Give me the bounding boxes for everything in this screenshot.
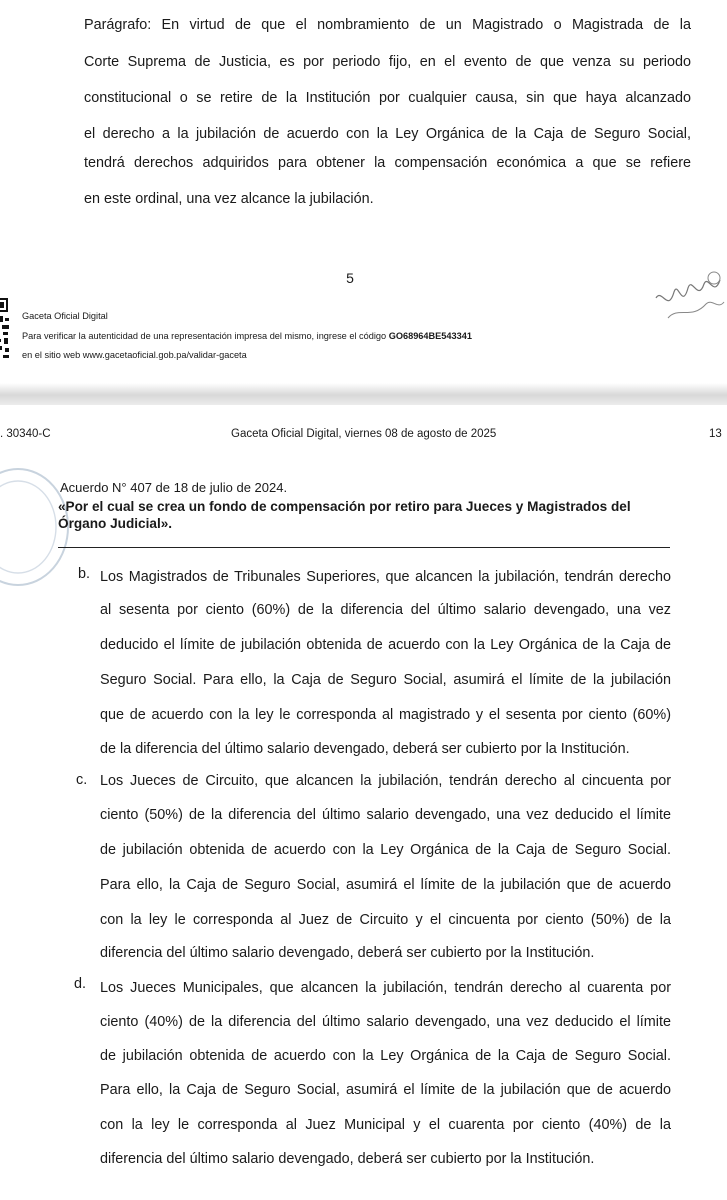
footer-site: en el sitio web www.gacetaoficial.gob.pa/validar-gaceta [22,350,247,360]
list-item-line: deducido el límite de jubilación obtenida de acuerdo con la Ley Orgánica de la Caja de [100,637,671,653]
footer-verify-text [22,330,472,342]
list-item-line: Para ello, la Caja de Seguro Social, asumirá el límite de la jubilación que de acuerdo [100,877,671,893]
list-item-line: de jubilación obtenida de acuerdo con la Ley Orgánica de la Caja de Seguro Social. [100,1048,671,1064]
list-item-line: ciento (50%) de la diferencia del último salario devengado, una vez deducido el límite [100,807,671,823]
paragraph-line: Parágrafo: En virtud de que el nombramiento de un Magistrado o Magistrada de la [84,17,691,33]
list-item-line: de jubilación obtenida de acuerdo con la Ley Orgánica de la Caja de Seguro Social. [100,842,671,858]
list-item-line: Los Jueces Municipales, que alcancen la jubilación, tendrán derecho al cuarenta por [100,980,671,996]
list-item-line: con la ley le corresponda al Juez Municipal y el cuarenta por ciento (40%) de la [100,1117,671,1133]
list-item-line: con la ley le corresponda al Juez de Circuito y el cincuenta por ciento (50%) de la [100,912,671,928]
gazette-number: . 30340-C [0,428,51,440]
list-item-letter: d. [74,976,87,992]
header-divider [58,547,670,548]
list-item-line: de la diferencia del último salario devengado, deberá ser cubierto por la Institución. [100,741,630,757]
signature-scribble-icon [648,258,727,328]
page-number: 5 [346,270,354,286]
qr-code-icon [0,298,10,360]
list-item-letter: c. [76,772,88,788]
paragraph-line: en este ordinal, una vez alcance la jubilación. [84,191,374,207]
gazette-header-title: Gaceta Oficial Digital, viernes 08 de agosto de 2025 [231,428,497,440]
list-item-line: Los Jueces de Circuito, que alcancen la jubilación, tendrán derecho al cincuenta por [100,773,671,789]
list-item-line: diferencia del último salario devengado, deberá ser cubierto por la Institución. [100,1151,595,1167]
acuerdo-title-line: Órgano Judicial». [58,516,173,531]
list-item-line: que de acuerdo con la ley le corresponda al magistrado y el sesenta por ciento (60%) [100,707,671,723]
acuerdo-title-line: «Por el cual se crea un fondo de compensación por retiro para Jueces y Magistrados del [58,499,631,514]
paragraph-line: constitucional o se retire de la Institución por cualquier causa, sin que haya alcanzado [84,90,691,106]
paragraph-line: el derecho a la jubilación de acuerdo con la Ley Orgánica de la Caja de Seguro Social, [84,126,691,142]
page-number-header: 13 [709,428,722,440]
page-separator [0,383,727,405]
list-item-line: diferencia del último salario devengado, deberá ser cubierto por la Institución. [100,945,595,961]
list-item-line: Para ello, la Caja de Seguro Social, asumirá el límite de la jubilación que de acuerdo [100,1082,671,1098]
list-item-line: ciento (40%) de la diferencia del último salario devengado, una vez deducido el límite [100,1014,671,1030]
footer-verify-prefix: Para verificar la autenticidad de una representación impresa del mismo, ingrese el código [22,331,387,341]
list-item-letter: b. [78,566,91,582]
paragraph-line: tendrá derechos adquiridos para obtener la compensación económica a que se refiere [84,155,691,171]
paragraph-line: Corte Suprema de Justicia, es por periodo fijo, en el evento de que venza su periodo [84,54,691,70]
footer-title: Gaceta Oficial Digital [22,311,108,321]
list-item-line: Seguro Social. Para ello, la Caja de Seguro Social, asumirá el límite de la jubilación [100,672,671,688]
acuerdo-reference: Acuerdo N° 407 de 18 de julio de 2024. [60,480,288,495]
list-item-line: Los Magistrados de Tribunales Superiores, que alcancen la jubilación, tendrán derecho [100,569,671,585]
list-item-line: al sesenta por ciento (60%) de la diferencia del último salario devengado, una vez [100,602,671,618]
footer-verification-code: GO68964BE543341 [388,331,472,341]
